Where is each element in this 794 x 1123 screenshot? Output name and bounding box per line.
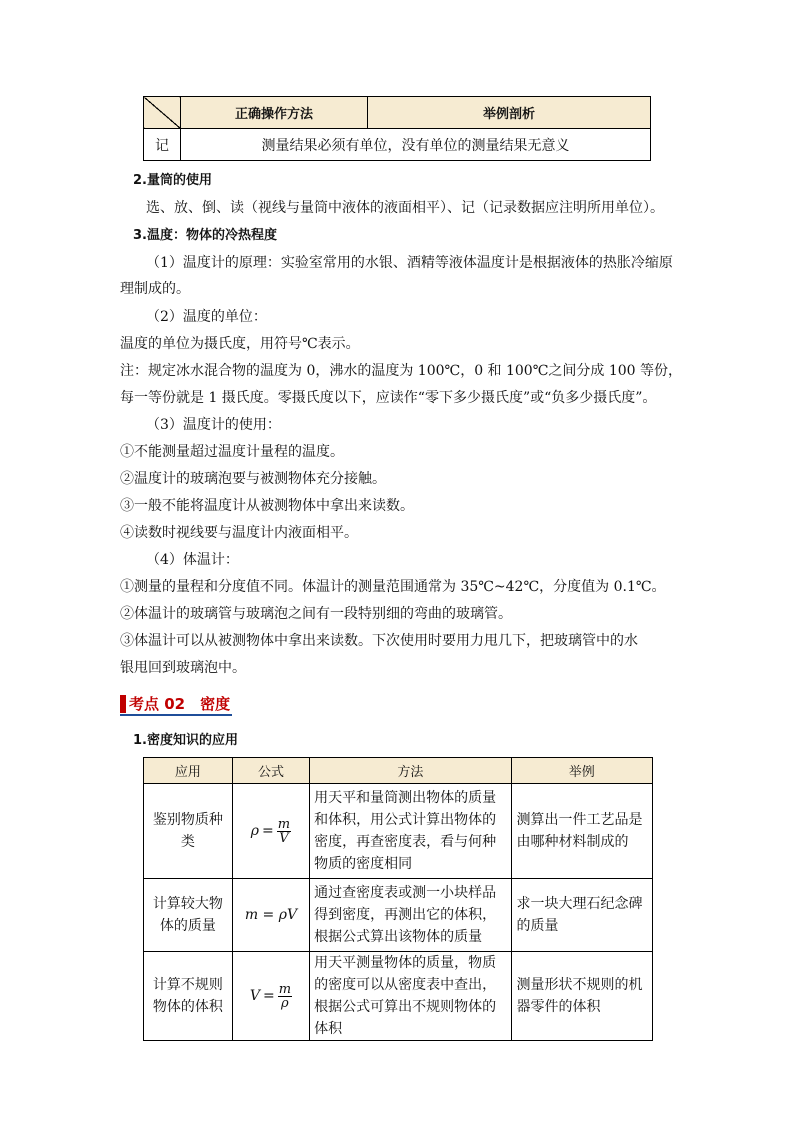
fraction-numerator: m [277, 816, 291, 832]
thermometer-item-1: ①测量的量程和分度值不同。体温计的测量范围通常为 35℃~42℃，分度值为 0.1℃。 [120, 579, 666, 595]
cylinder-heading: 2.量筒的使用 [133, 173, 212, 188]
formula-mass: m = ρV [244, 907, 298, 923]
formula-volume [249, 981, 292, 1011]
header-example-analysis: 举例剖析 [368, 97, 651, 129]
note-line-2: 每一等份就是 1 摄氏度。零摄氏度以下，应读作“零下多少摄氏度”或“负多少摄氏度”。 [120, 390, 657, 406]
row-label: 记 [144, 129, 181, 161]
formula-fraction [278, 983, 292, 1010]
fraction-denominator: V [279, 830, 289, 846]
section-underline [120, 714, 232, 716]
row-text: 测量结果必须有单位，没有单位的测量结果无意义 [181, 129, 651, 161]
method-cell: 通过查密度表或测一小块样品得到密度，再测出它的体积，根据公式算出该物体的质量 [310, 879, 511, 952]
temperature-heading: 3.温度：物体的冷热程度 [133, 228, 277, 243]
column-application: 应用 [144, 758, 233, 784]
principle-line-1: （1）温度计的原理：实验室常用的水银、酒精等液体温度计是根据液体的热胀冷缩原 [146, 255, 673, 271]
thermometer-item-3a: ③体温计可以从被测物体中拿出来读数。下次使用时要用力甩几下，把玻璃管中的水 [120, 633, 638, 649]
usage-item-3: ③一般不能将温度计从被测物体中拿出来读数。 [120, 498, 414, 514]
column-method: 方法 [310, 758, 511, 784]
usage-item-1: ①不能测量超过温度计量程的温度。 [120, 444, 344, 460]
fraction-numerator: m [278, 981, 292, 997]
column-formula: 公式 [232, 758, 309, 784]
application-cell: 鉴别物质种类 [144, 784, 233, 879]
formula-fraction [277, 818, 291, 845]
table-row [144, 129, 651, 161]
cylinder-text: 选、放、倒、读（视线与量筒中液体的液面相平）、记（记录数据应注明所用单位）。 [146, 200, 664, 216]
method-cell: 用天平和量筒测出物体的质量和体积，用公式计算出物体的密度，再查密度表，看与何种物质的密度相同 [310, 784, 511, 879]
principle-line-2: 理制成的。 [120, 281, 190, 297]
density-table-header [144, 758, 653, 784]
formula-eq: = [262, 823, 274, 839]
usage-item-4: ④读数时视线要与温度计内液面相平。 [120, 525, 358, 541]
formula-cell [232, 879, 309, 952]
formula-density [250, 816, 291, 846]
example-cell: 求一块大理石纪念碑的质量 [511, 879, 652, 952]
table-row [144, 952, 653, 1041]
fraction-denominator: ρ [281, 995, 289, 1011]
header-correct-method: 正确操作方法 [181, 97, 368, 129]
application-cell: 计算较大物体的质量 [144, 879, 233, 952]
section-marker [120, 695, 126, 713]
density-table [143, 757, 653, 1041]
formula-cell [232, 952, 309, 1041]
diagonal-header-cell [144, 97, 181, 129]
example-cell: 测算出一件工艺品是由哪种材料制成的 [511, 784, 652, 879]
usage-heading: （3）温度计的使用： [146, 417, 281, 433]
application-cell: 计算不规则物体的体积 [144, 952, 233, 1041]
formula-cell [232, 784, 309, 879]
note-line-1: 注：规定冰水混合物的温度为 0，沸水的温度为 100℃，0 和 100℃之间分成 100 等份， [120, 363, 683, 379]
formula-lhs: V [249, 988, 260, 1004]
formula-eq: = [262, 988, 275, 1004]
operation-table [143, 96, 651, 161]
unit-text: 温度的单位为摄氏度，用符号℃表示。 [120, 336, 360, 352]
operation-table-header [144, 97, 651, 129]
unit-heading: （2）温度的单位： [146, 309, 267, 325]
density-heading: 1.密度知识的应用 [133, 733, 238, 748]
thermometer-item-2: ②体温计的玻璃管与玻璃泡之间有一段特别细的弯曲的玻璃管。 [120, 606, 512, 622]
section-title: 考点 02 密度 [129, 695, 231, 713]
table-row [144, 879, 653, 952]
formula-lhs: ρ [250, 823, 260, 839]
thermometer-heading: （4）体温计： [146, 552, 239, 568]
usage-item-2: ②温度计的玻璃泡要与被测物体充分接触。 [120, 471, 386, 487]
thermometer-item-3b: 银甩回到玻璃泡中。 [120, 660, 246, 676]
example-cell: 测量形状不规则的机器零件的体积 [511, 952, 652, 1041]
table-row [144, 784, 653, 879]
method-cell: 用天平测量物体的质量，物质的密度可以从密度表中查出，根据公式可算出不规则物体的体积 [310, 952, 511, 1041]
column-example: 举例 [511, 758, 652, 784]
